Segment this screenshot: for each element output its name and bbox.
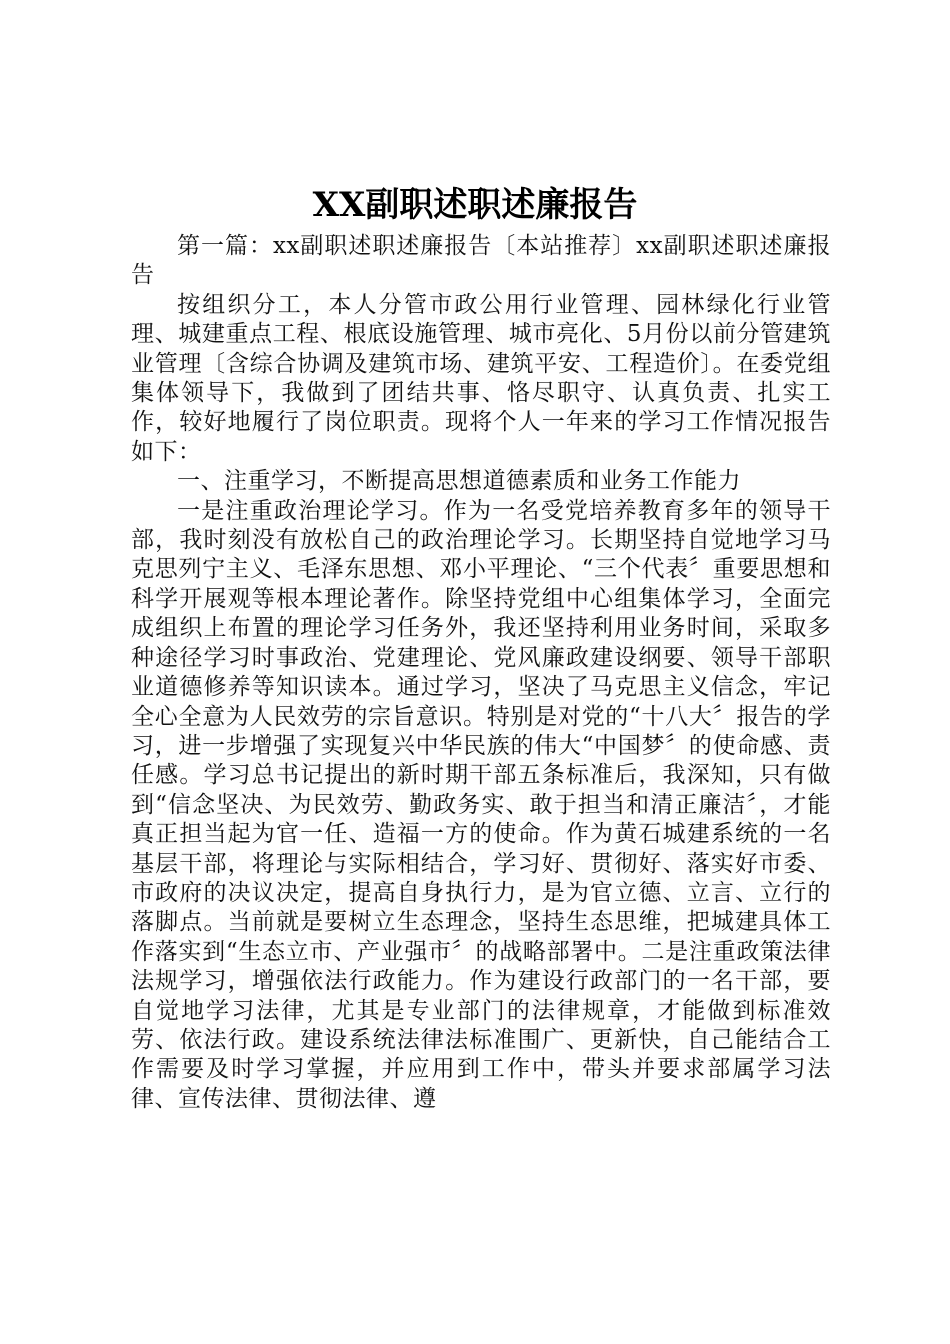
- paragraph-overview: 按组织分工，本人分管市政公用行业管理、园林绿化行业管理、城建重点工程、根底设施管理、城市亮化、5月份以前分管建筑业管理〔含综合协调及建筑市场、建筑平安、工程造价〕。在委党组集体领导下，我做到了团结共事、恪尽职守、认真负责、扎实工作，较好地履行了岗位职责。现将个人一年来的学习工作情况报告如下：: [131, 291, 831, 465]
- document-body: [131, 232, 831, 1114]
- paragraph-intro: 第一篇：xx副职述职述廉报告〔本站推荐〕xx副职述职述廉报告: [131, 233, 831, 289]
- paragraph-study: 一是注重政治理论学习。作为一名受党培养教育多年的领导干部，我时刻没有放松自己的政治理论学习。长期坚持自觉地学习马克思列宁主义、毛泽东思想、邓小平理论、“三个代表〞重要思想和科学开展观等根本理论著作。除坚持党组中心组集体学习，全面完成组织上布置的理论学习任务外，我还坚持利用业务时间，采取多种途径学习时事政治、党建理论、党风廉政建设纲要、领导干部职业道德修养等知识读本。通过学习，坚决了马克思主义信念，牢记全心全意为人民效劳的宗旨意识。特别是对党的“十八大〞报告的学习，进一步增强了实现复兴中华民族的伟大“中国梦〞的使命感、责任感。学习总书记提出的新时期干部五条标准后，我深知，只有做到“信念坚决、为民效劳、勤政务实、敢于担当和清正廉洁〞，才能真正担当起为官一任、造福一方的使命。作为黄石城建系统的一名基层干部，将理论与实际相结合，学习好、贯彻好、落实好市委、市政府的决议决定，提高自身执行力，是为官立德、立言、立行的落脚点。当前就是要树立生态理念，坚持生态思维，把城建具体工作落实到“生态立市、产业强市〞的战略部署中。二是注重政策法律法规学习，增强依法行政能力。作为建设行政部门的一名干部，要自觉地学习法律，尤其是专业部门的法律规章，才能做到标准效劳、依法行政。建设系统法律法标准围广、更新快，自己能结合工作需要及时学习掌握，并应用到工作中，带头并要求部属学习法律、宣传法律、贯彻法律、遵: [131, 497, 831, 1112]
- document-title: XX副职述职述廉报告: [312, 185, 638, 225]
- section-heading: 一、注重学习，不断提高思想道德素质和业务工作能力: [177, 468, 741, 495]
